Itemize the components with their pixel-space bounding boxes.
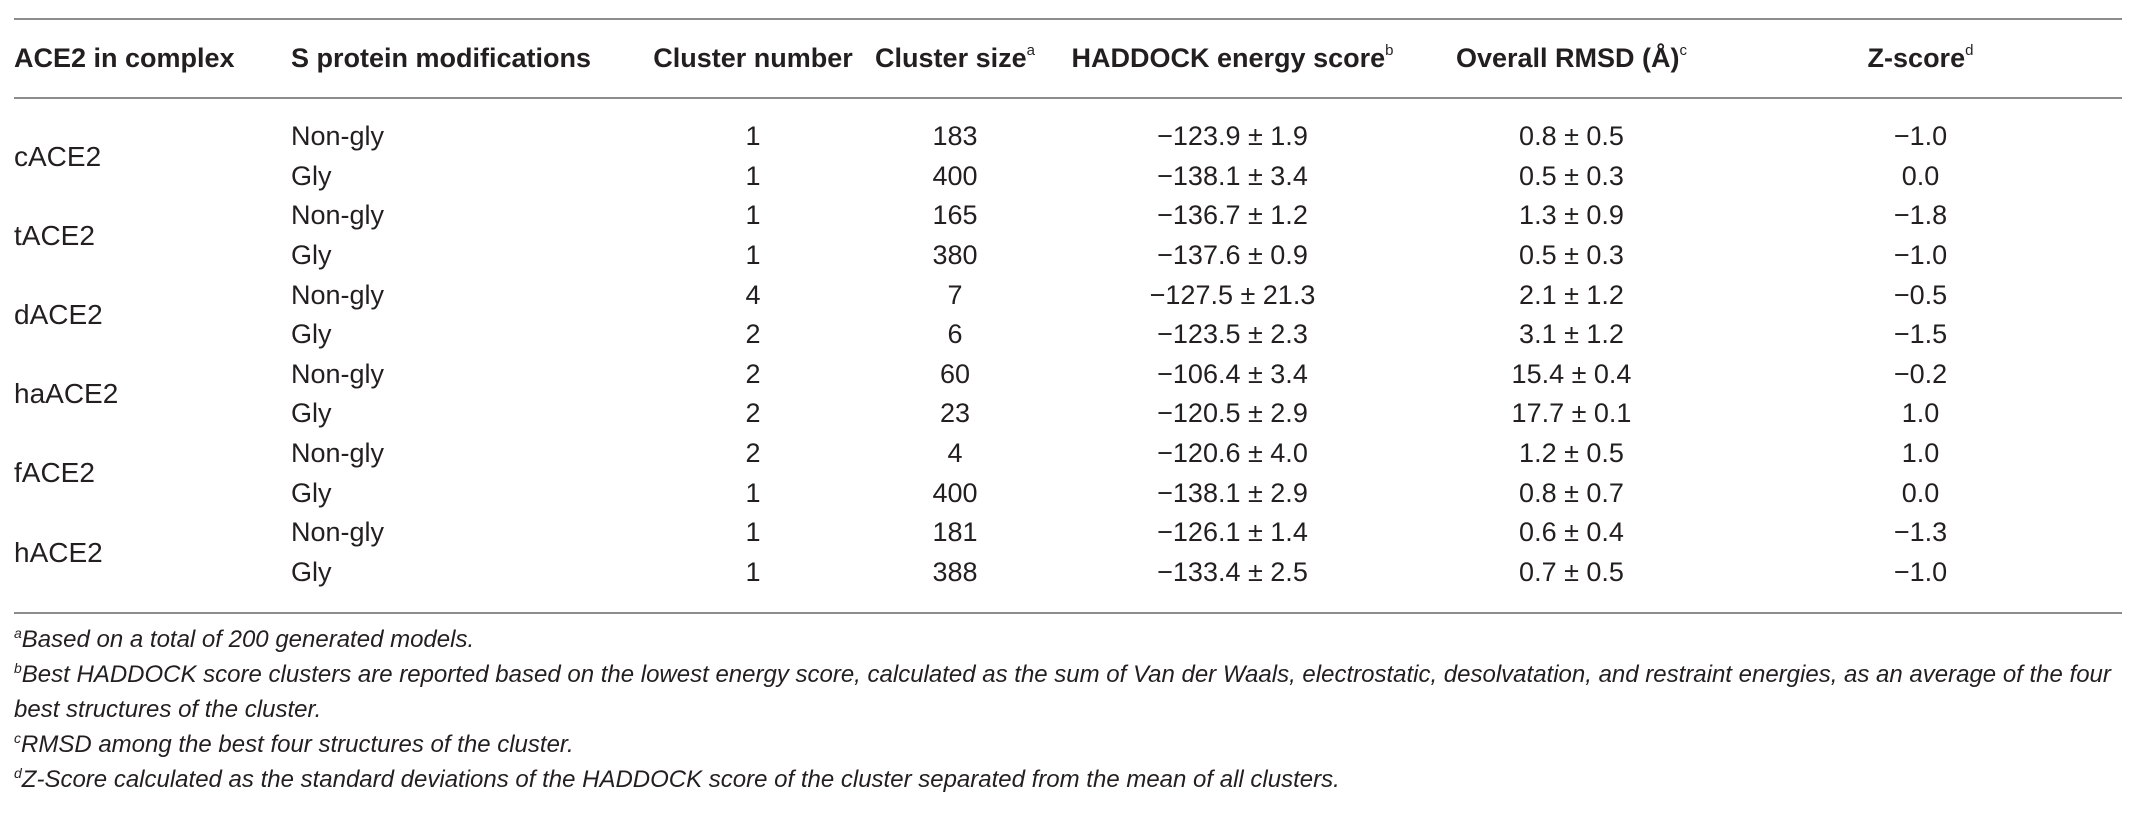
z-score-cell: −1.0: [1893, 121, 1948, 152]
table-row: [14, 473, 2122, 513]
table-row: [14, 434, 2122, 474]
spacer-row: [14, 97, 2122, 117]
z-score-cell: −0.5: [1893, 279, 1948, 310]
modification-cell: Gly: [291, 398, 332, 429]
modification-cell: Non-gly: [291, 438, 385, 469]
cluster-number-cell: 4: [745, 279, 761, 310]
cluster-number-cell: 1: [745, 517, 761, 548]
complex-cell: cACE2: [14, 140, 102, 172]
table-row: [14, 196, 2122, 236]
z-score-cell: 1.0: [1901, 438, 1940, 469]
rmsd-cell: 15.4 ± 0.4: [1511, 358, 1632, 389]
haddock-score-cell: −136.7 ± 1.2: [1157, 200, 1308, 231]
header-ace2-in-complex: ACE2 in complex: [14, 43, 235, 73]
modification-cell: Gly: [291, 240, 332, 271]
cluster-size-cell: 181: [932, 517, 978, 548]
footnote-d: $^d$Z-Score calculated as the standard deviations of the HADDOCK score of the cluster separated from the mean of all clusters.: [14, 765, 1340, 793]
z-score-cell: −1.0: [1893, 240, 1948, 271]
table-row: [14, 394, 2122, 434]
z-score-cell: −1.3: [1893, 517, 1948, 548]
cluster-size-cell: 400: [932, 160, 978, 191]
cluster-number-cell: 2: [745, 319, 761, 350]
cluster-size-cell: 380: [932, 240, 978, 271]
header-cluster-size: Cluster size$^a$: [875, 42, 1035, 73]
cluster-size-cell: 4: [947, 438, 963, 469]
table-row: [14, 553, 2122, 593]
z-score-cell: −1.5: [1893, 319, 1948, 350]
table-row: [14, 513, 2122, 553]
cluster-number-cell: 1: [745, 556, 761, 587]
cluster-number-cell: 1: [745, 160, 761, 191]
table-row: [14, 355, 2122, 395]
cluster-size-cell: 165: [932, 200, 978, 231]
header-s-protein-modifications: S protein modifications: [291, 43, 592, 73]
haddock-score-cell: −138.1 ± 2.9: [1157, 477, 1308, 508]
modification-cell: Non-gly: [291, 358, 385, 389]
haddock-score-cell: −138.1 ± 3.4: [1157, 160, 1308, 191]
bottom-rule: [14, 612, 2122, 614]
modification-cell: Gly: [291, 556, 332, 587]
rmsd-cell: 0.5 ± 0.3: [1519, 160, 1624, 191]
modification-cell: Non-gly: [291, 279, 385, 310]
z-score-cell: −0.2: [1893, 358, 1948, 389]
modification-cell: Gly: [291, 319, 332, 350]
table-row: [14, 236, 2122, 276]
rmsd-cell: 3.1 ± 1.2: [1519, 319, 1624, 350]
header-row: [14, 20, 2122, 97]
complex-cell: haACE2: [14, 378, 119, 410]
cluster-size-cell: 7: [947, 279, 963, 310]
z-score-cell: −1.8: [1893, 200, 1948, 231]
modification-cell: Gly: [291, 160, 332, 191]
modification-cell: Gly: [291, 477, 332, 508]
results-table: [14, 20, 2122, 592]
haddock-score-cell: −106.4 ± 3.4: [1157, 358, 1308, 389]
complex-cell: dACE2: [14, 298, 103, 330]
footnote-c: $^c$RMSD among the best four structures of the cluster.: [14, 730, 574, 758]
modification-cell: Non-gly: [291, 517, 385, 548]
z-score-cell: −1.0: [1893, 556, 1948, 587]
cluster-number-cell: 2: [745, 438, 761, 469]
cluster-size-cell: 183: [932, 121, 978, 152]
rmsd-cell: 0.6 ± 0.4: [1519, 517, 1624, 548]
cluster-number-cell: 1: [745, 200, 761, 231]
rmsd-cell: 2.1 ± 1.2: [1519, 279, 1624, 310]
cluster-size-cell: 400: [932, 477, 978, 508]
modification-cell: Non-gly: [291, 200, 385, 231]
haddock-score-cell: −127.5 ± 21.3: [1149, 279, 1316, 310]
footnote-b: $^b$Best HADDOCK score clusters are reported based on the lowest energy score, calculated as the sum of Van der Waals, electrostatic, desolvatation, and restraint energies, as an average of the four best structures of the cluster.: [14, 660, 2111, 723]
table-row: [14, 315, 2122, 355]
cluster-number-cell: 1: [745, 121, 761, 152]
haddock-score-cell: −137.6 ± 0.9: [1157, 240, 1308, 271]
table-body: [14, 97, 2122, 592]
haddock-score-cell: −123.5 ± 2.3: [1157, 319, 1308, 350]
table-row: [14, 117, 2122, 157]
cluster-size-cell: 60: [939, 358, 971, 389]
haddock-score-cell: −126.1 ± 1.4: [1157, 517, 1308, 548]
z-score-cell: 0.0: [1901, 477, 1940, 508]
haddock-score-cell: −120.6 ± 4.0: [1157, 438, 1308, 469]
z-score-cell: 0.0: [1901, 160, 1940, 191]
table-row: [14, 275, 2122, 315]
haddock-score-cell: −133.4 ± 2.5: [1157, 556, 1308, 587]
rmsd-cell: 0.8 ± 0.5: [1519, 121, 1624, 152]
header-z-score: Z-score$^d$: [1867, 42, 1974, 73]
header-overall-rmsd: Overall RMSD (Å)$^c$: [1455, 42, 1688, 73]
z-score-cell: 1.0: [1901, 398, 1940, 429]
complex-cell: tACE2: [14, 219, 95, 251]
footnotes: [14, 622, 2122, 797]
cluster-size-cell: 23: [939, 398, 971, 429]
cluster-number-cell: 2: [745, 358, 761, 389]
rmsd-cell: 1.3 ± 0.9: [1519, 200, 1624, 231]
cluster-number-cell: 1: [745, 240, 761, 271]
rmsd-cell: 0.7 ± 0.5: [1519, 556, 1624, 587]
rmsd-cell: 17.7 ± 0.1: [1511, 398, 1632, 429]
cluster-number-cell: 2: [745, 398, 761, 429]
cluster-size-cell: 388: [932, 556, 978, 587]
rmsd-cell: 0.5 ± 0.3: [1519, 240, 1624, 271]
haddock-score-cell: −120.5 ± 2.9: [1157, 398, 1308, 429]
complex-cell: fACE2: [14, 457, 95, 489]
header-haddock-energy-score: HADDOCK energy score$^b$: [1071, 42, 1394, 73]
footnote-a: $^a$Based on a total of 200 generated models.: [14, 625, 475, 653]
table-row: [14, 157, 2122, 197]
table-page: [14, 0, 2122, 828]
haddock-score-cell: −123.9 ± 1.9: [1157, 121, 1308, 152]
complex-cell: hACE2: [14, 536, 103, 568]
header-cluster-number: Cluster number: [653, 43, 853, 73]
rmsd-cell: 0.8 ± 0.7: [1519, 477, 1624, 508]
cluster-number-cell: 1: [745, 477, 761, 508]
cluster-size-cell: 6: [947, 319, 963, 350]
rmsd-cell: 1.2 ± 0.5: [1519, 438, 1624, 469]
modification-cell: Non-gly: [291, 121, 385, 152]
